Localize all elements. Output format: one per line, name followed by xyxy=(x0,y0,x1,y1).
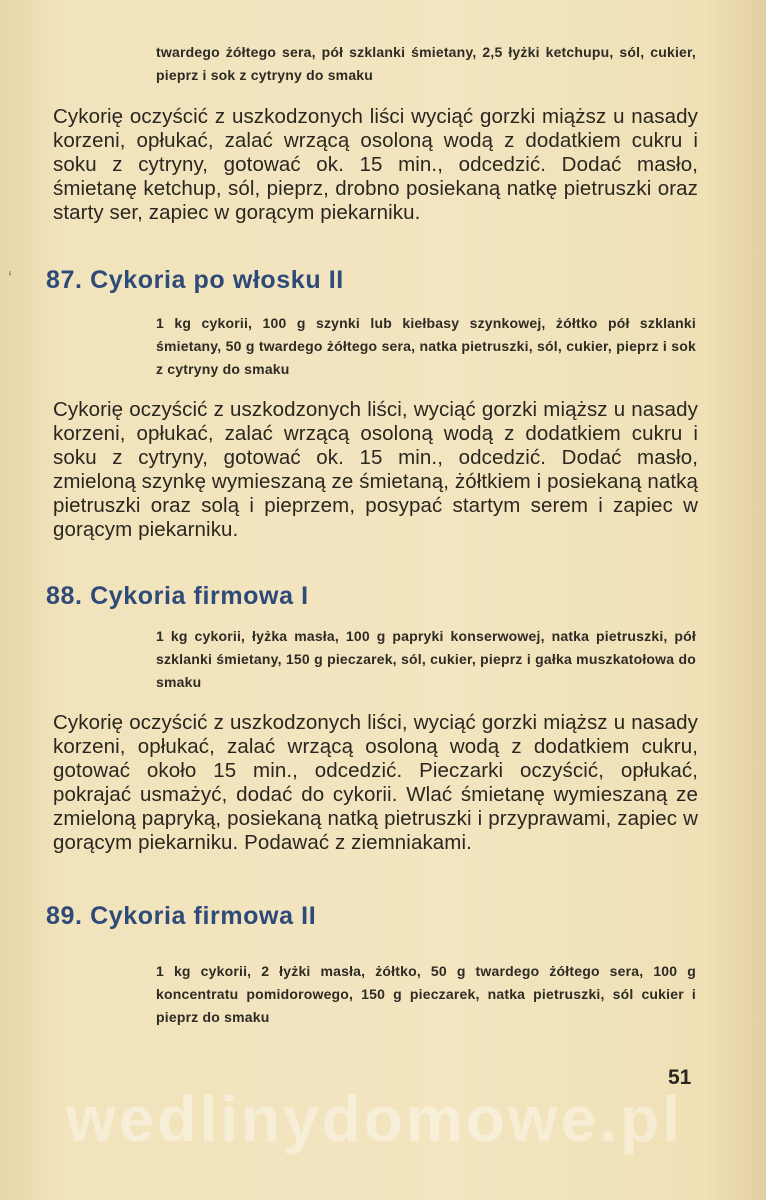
recipe-88-method: Cykorię oczyścić z uszkodzonych liści, wyciąć gorzki miąższ u nasady korzeni, opłukać, zalać wrzącą osoloną wodą z dodatkiem cukru, gotować około 15 min., odcedzić. Pieczarki oczyścić, opłukać, pokrajać usmażyć, dodać do cykorii. Wlać śmietanę wymieszaną ze zmieloną papryką, posiekaną natką pietruszki i przyprawami, zapiec w gorącym piekarniku. Podawać z ziemniakami. xyxy=(53,711,698,854)
recipe-87-title: 87. Cykoria po włosku II xyxy=(46,266,344,294)
recipe-87-ingredients: 1 kg cykorii, 100 g szynki lub kiełbasy szynkowej, żółtko pół szklanki śmietany, 50 g twardego żółtego sera, natka pietruszki, sól, cukier, pieprz i sok z cytryny do smaku xyxy=(156,315,696,377)
recipe-88-ingredients: 1 kg cykorii, łyżka masła, 100 g papryki konserwowej, natka pietruszki, pół szklanki śmietany, 150 g pieczarek, sól, cukier, pieprz i gałka muszkatołowa do smaku xyxy=(156,628,696,690)
recipe-89-title: 89. Cykoria firmowa II xyxy=(46,902,317,930)
recipe-88-title: 88. Cykoria firmowa I xyxy=(46,582,309,610)
intro-method: Cykorię oczyścić z uszkodzonych liści wyciąć gorzki miąższ u nasady korzeni, opłukać, zalać wrzącą osoloną wodą z dodatkiem cukru i soku z cytryny, gotować ok. 15 min., odcedzić. Dodać masło, śmietanę ketchup, sól, pieprz, drobno posiekaną natkę pietruszki oraz starty ser, zapiec w gorącym piekarniku. xyxy=(53,105,698,224)
watermark: wedlinydomowe.pl xyxy=(66,1083,683,1155)
intro-ingredients: twardego żółtego sera, pół szklanki śmietany, 2,5 łyżki ketchupu, sól, cukier, pieprz i sok z cytryny do smaku xyxy=(156,44,696,83)
recipe-89-ingredients: 1 kg cykorii, 2 łyżki masła, żółtko, 50 g twardego żółtego sera, 100 g koncentratu pomidorowego, 150 g pieczarek, natka pietruszki, sól cukier i pieprz do smaku xyxy=(156,963,696,1025)
page-number: 51 xyxy=(668,1066,692,1089)
recipe-87-method: Cykorię oczyścić z uszkodzonych liści, wyciąć gorzki miąższ u nasady korzeni, opłukać, zalać wrzącą osoloną wodą z dodatkiem cukru i soku z cytryny, gotować ok. 15 min., odcedzić. Dodać masło, zmieloną szynkę wymieszaną ze śmietaną, żółtkiem i posiekaną natką pietruszki oraz solą i pieprzem, posypać startym serem i zapiec w gorącym piekarniku. xyxy=(53,398,698,541)
margin-mark: ‘ xyxy=(8,268,12,288)
